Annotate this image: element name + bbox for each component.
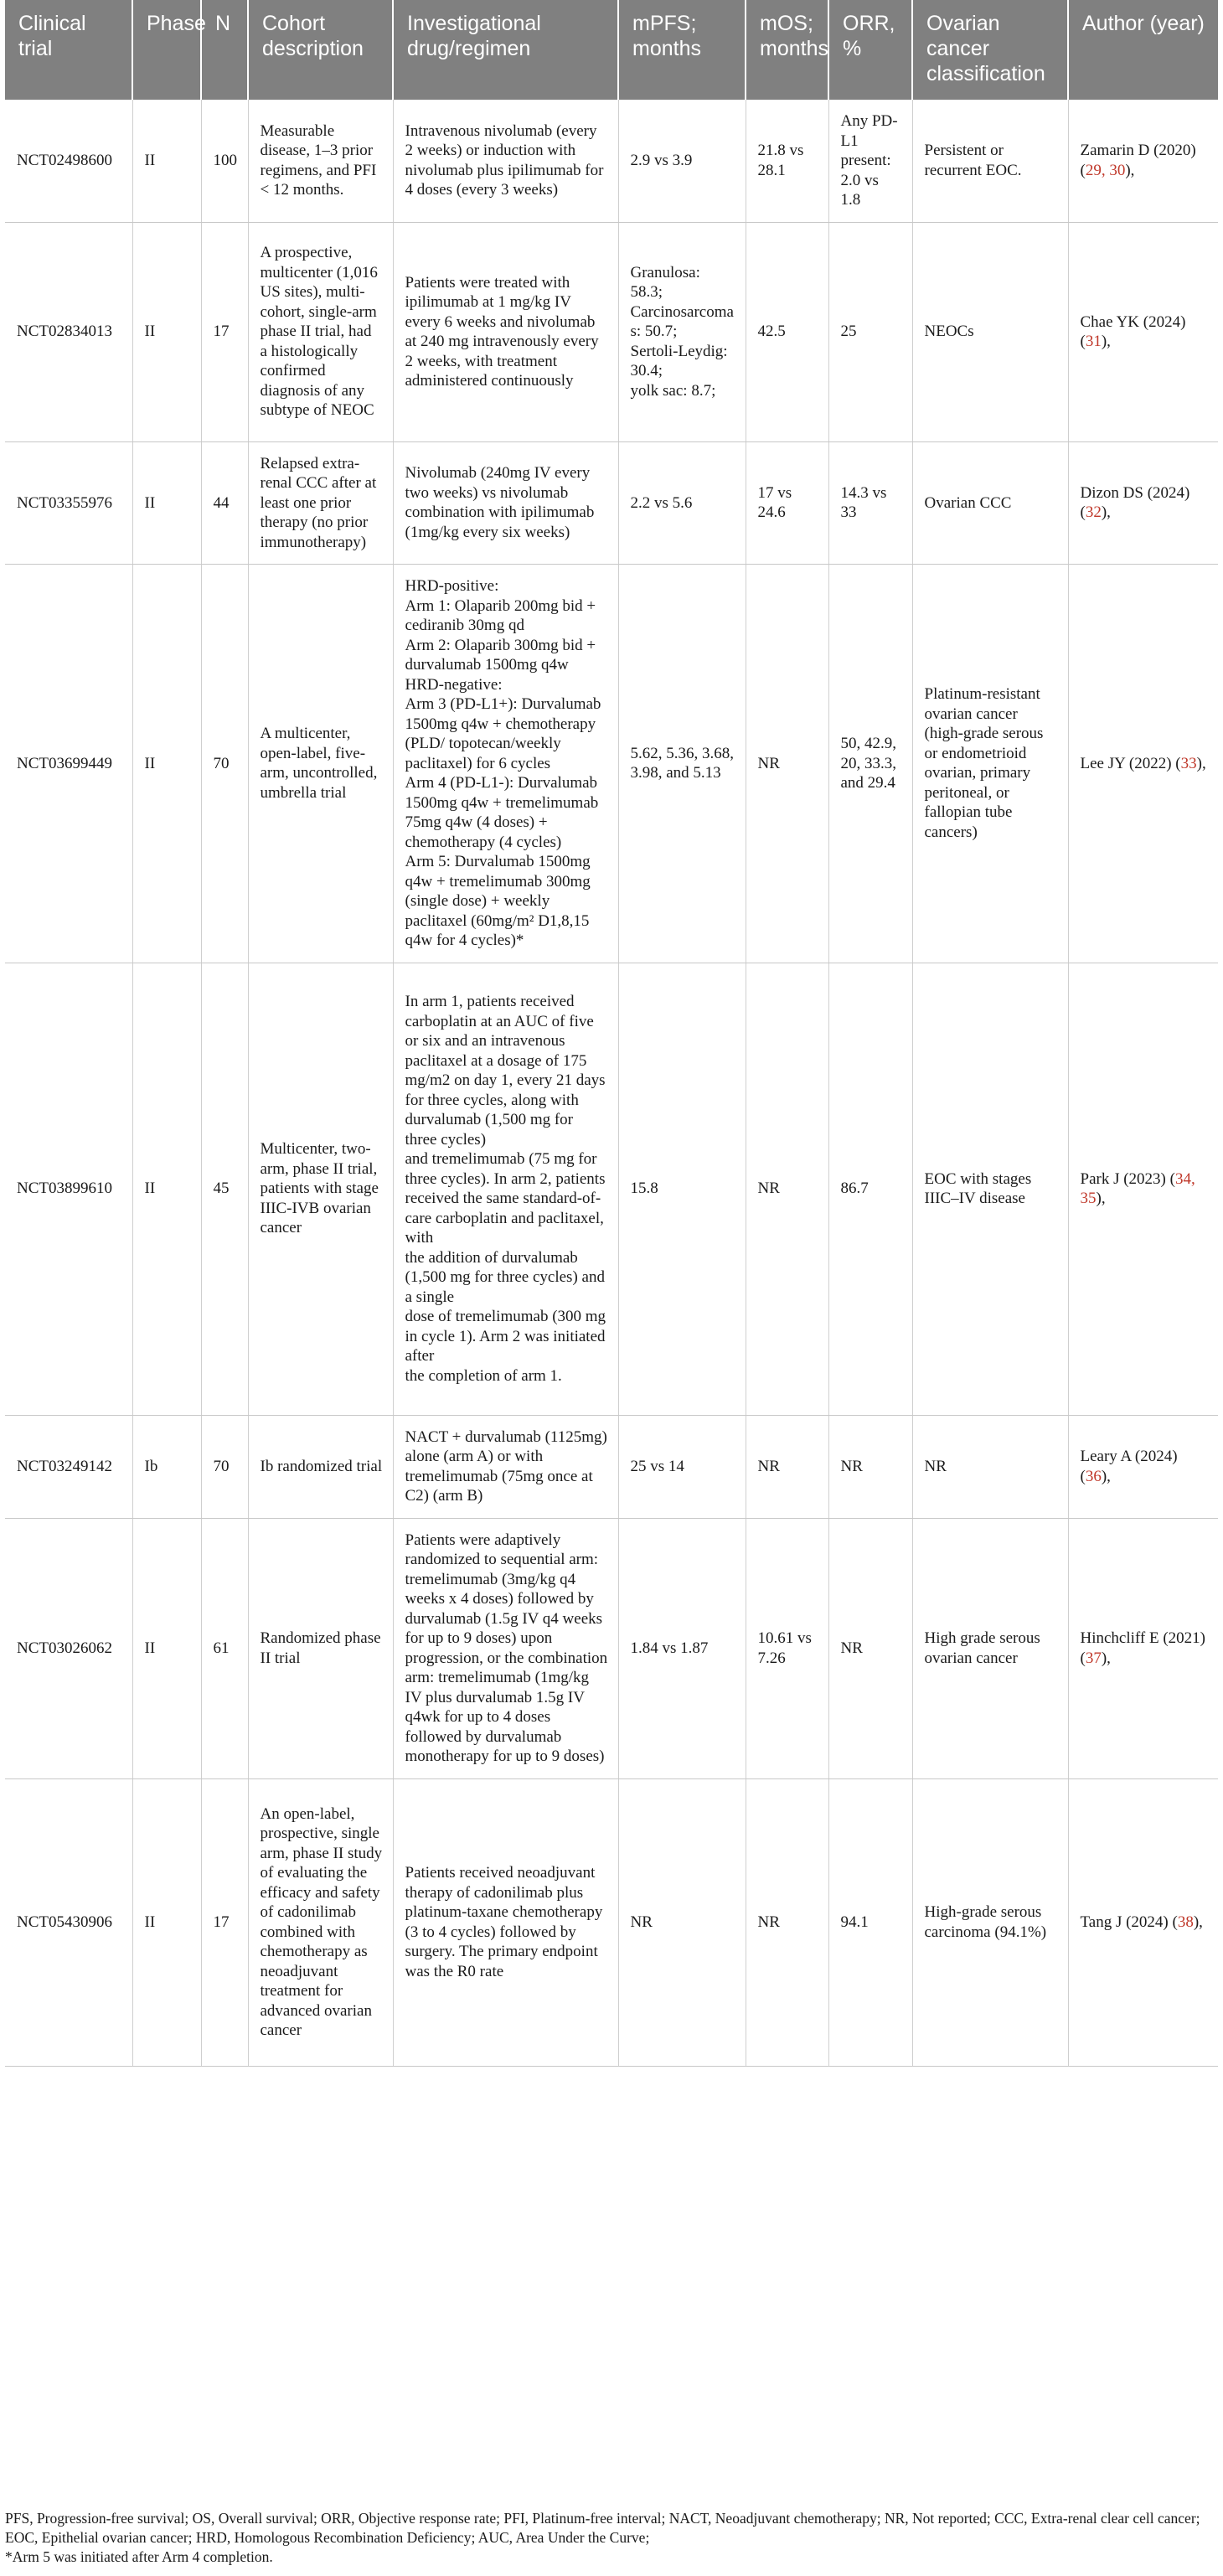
cell-mpfs: 25 vs 14 xyxy=(618,1415,746,1518)
cell-classification: Ovarian CCC xyxy=(912,441,1068,565)
table-row xyxy=(5,1518,1218,1778)
reference-link[interactable]: 36 xyxy=(1085,1467,1102,1485)
cell-regimen: Nivolumab (240mg IV every two weeks) vs nivolumab combination with ipilimumab (1mg/kg every six weeks) xyxy=(393,441,618,565)
author-suffix: ), xyxy=(1096,1190,1106,1207)
author-suffix: ), xyxy=(1196,754,1206,772)
author-suffix: ), xyxy=(1193,1913,1203,1931)
author-text: Dizon DS (2024) ( xyxy=(1080,483,1190,522)
cell-mpfs: 15.8 xyxy=(618,963,746,1415)
header-author-year: Author (year) xyxy=(1068,0,1218,100)
author-suffix: ), xyxy=(1101,333,1111,350)
cell-phase: II xyxy=(132,222,201,441)
cell-orr: NR xyxy=(828,1415,912,1518)
cell-mos: 10.61 vs 7.26 xyxy=(746,1518,828,1778)
cell-phase: II xyxy=(132,1778,201,2066)
table-row xyxy=(5,1778,1218,2066)
cell-mos: NR xyxy=(746,963,828,1415)
cell-author xyxy=(1068,565,1218,963)
cell-cohort: Ib randomized trial xyxy=(248,1415,393,1518)
header-classification: Ovarian cancer classification xyxy=(912,0,1068,100)
cell-cohort: Measurable disease, 1–3 prior regimens, and PFI < 12 months. xyxy=(248,100,393,222)
cell-mos: 21.8 vs 28.1 xyxy=(746,100,828,222)
cell-orr: 25 xyxy=(828,222,912,441)
cell-classification: NR xyxy=(912,1415,1068,1518)
cell-trial: NCT03026062 xyxy=(5,1518,132,1778)
arm5-note: *Arm 5 was initiated after Arm 4 completion. xyxy=(5,2548,273,2565)
author-text: Lee JY (2022) ( xyxy=(1080,754,1181,772)
cell-regimen: Patients received neoadjuvant therapy of cadonilimab plus platinum-taxane chemotherapy (3 to 4 cycles) followed by surgery. The primary endpoint was the R0 rate xyxy=(393,1778,618,2066)
cell-phase: II xyxy=(132,1518,201,1778)
cell-regimen: Patients were adaptively randomized to sequential arm: tremelimumab (3mg/kg q4 weeks x 4 doses) followed by durvalumab (1.5g IV q4 weeks for up to 9 doses) upon progression, or the combination arm: tremelimumab (1mg/kg IV plus durvalumab 1.5g IV q4wk for up to 4 doses followed by durvalumab monotherapy for up to 9 doses) xyxy=(393,1518,618,1778)
cell-classification: High grade serous ovarian cancer xyxy=(912,1518,1068,1778)
cell-cohort: Relapsed extra-renal CCC after at least one prior therapy (no prior immunotherapy) xyxy=(248,441,393,565)
header-regimen: Investigational drug/regimen xyxy=(393,0,618,100)
cell-n: 70 xyxy=(201,565,248,963)
author-suffix: ), xyxy=(1101,1649,1111,1667)
cell-n: 44 xyxy=(201,441,248,565)
cell-phase: II xyxy=(132,100,201,222)
cell-classification: Persistent or recurrent EOC. xyxy=(912,100,1068,222)
author-text: Park J (2023) ( xyxy=(1080,1169,1175,1188)
table-footnotes xyxy=(5,2509,1211,2567)
cell-classification: EOC with stages IIIC–IV disease xyxy=(912,963,1068,1415)
cell-classification: Platinum-resistant ovarian cancer (high-grade serous or endometrioid ovarian, primary peritoneal, or fallopian tube cancers) xyxy=(912,565,1068,963)
cell-phase: II xyxy=(132,963,201,1415)
reference-link[interactable]: 31 xyxy=(1085,333,1102,350)
cell-mos: NR xyxy=(746,565,828,963)
cell-orr: 50, 42.9, 20, 33.3, and 29.4 xyxy=(828,565,912,963)
header-mos: mOS; months xyxy=(746,0,828,100)
cell-n: 17 xyxy=(201,1778,248,2066)
cell-author xyxy=(1068,1518,1218,1778)
header-orr: ORR, % xyxy=(828,0,912,100)
cell-trial: NCT02834013 xyxy=(5,222,132,441)
cell-mpfs: 1.84 vs 1.87 xyxy=(618,1518,746,1778)
reference-link[interactable]: 33 xyxy=(1180,754,1197,772)
cell-phase: II xyxy=(132,565,201,963)
table-row xyxy=(5,963,1218,1415)
cell-orr: 94.1 xyxy=(828,1778,912,2066)
table-row xyxy=(5,441,1218,565)
cell-regimen: NACT + durvalumab (1125mg) alone (arm A) or with tremelimumab (75mg once at C2) (arm B) xyxy=(393,1415,618,1518)
author-text: Tang J (2024) ( xyxy=(1080,1913,1178,1931)
cell-author xyxy=(1068,1778,1218,2066)
cell-cohort: An open-label, prospective, single arm, phase II study of evaluating the efficacy and safety of cadonilimab combined with chemotherapy as neoadjuvant treatment for advanced ovarian cancer xyxy=(248,1778,393,2066)
cell-n: 61 xyxy=(201,1518,248,1778)
cell-cohort: A prospective, multicenter (1,016 US sites), multi-cohort, single-arm phase II trial, had a histologically confirmed diagnosis of any subtype of NEOC xyxy=(248,222,393,441)
cell-mpfs: Granulosa: 58.3; Carcinosarcomas: 50.7; Sertoli-Leydig: 30.4; yolk sac: 8.7; xyxy=(618,222,746,441)
cell-n: 17 xyxy=(201,222,248,441)
trials-table xyxy=(5,0,1218,2067)
cell-cohort: A multicenter, open-label, five-arm, uncontrolled, umbrella trial xyxy=(248,565,393,963)
cell-phase: Ib xyxy=(132,1415,201,1518)
table-header-row xyxy=(5,0,1218,100)
cell-regimen: HRD-positive: Arm 1: Olaparib 200mg bid + cediranib 30mg qd Arm 2: Olaparib 300mg bid + durvalumab 1500mg q4w HRD-negative: Arm 3 (PD-L1+): Durvalumab 1500mg q4w + chemotherapy (PLD/ topotecan/weekly paclitaxel) for 6 cycles Arm 4 (PD-L1-): Durvalumab 1500mg q4w + tremelimumab 75mg q4w (4 doses) + chemotherapy (4 cycles) Arm 5: Durvalumab 1500mg q4w + tremelimumab 300mg (single dose) + weekly paclitaxel (60mg/m² D1,8,15 q4w for 4 cycles)* xyxy=(393,565,618,963)
header-clinical-trial: Clinical trial xyxy=(5,0,132,100)
cell-n: 45 xyxy=(201,963,248,1415)
cell-mpfs: 2.9 vs 3.9 xyxy=(618,100,746,222)
cell-mpfs: 2.2 vs 5.6 xyxy=(618,441,746,565)
cell-mos: 42.5 xyxy=(746,222,828,441)
cell-trial: NCT03699449 xyxy=(5,565,132,963)
cell-trial: NCT05430906 xyxy=(5,1778,132,2066)
cell-orr: Any PD-L1 present: 2.0 vs 1.8 xyxy=(828,100,912,222)
cell-cohort: Randomized phase II trial xyxy=(248,1518,393,1778)
abbreviations-note: PFS, Progression-free survival; OS, Overall survival; ORR, Objective response rate; PFI, Platinum-free interval; NACT, Neoadjuvant chemotherapy; NR, Not reported; CCC, Extra-renal clear cell cancer; EOC, Epithelial ovarian cancer; HRD, Homologous Recombination Deficiency; AUC, Area Under the Curve; xyxy=(5,2510,1200,2546)
header-mpfs: mPFS; months xyxy=(618,0,746,100)
cell-trial: NCT03899610 xyxy=(5,963,132,1415)
cell-mpfs: NR xyxy=(618,1778,746,2066)
cell-mos: 17 vs 24.6 xyxy=(746,441,828,565)
cell-classification: NEOCs xyxy=(912,222,1068,441)
table-row xyxy=(5,100,1218,222)
table-row xyxy=(5,565,1218,963)
author-text: Zamarin D (2020) ( xyxy=(1080,142,1196,179)
cell-mpfs: 5.62, 5.36, 3.68, 3.98, and 5.13 xyxy=(618,565,746,963)
cell-author xyxy=(1068,1415,1218,1518)
cell-author xyxy=(1068,963,1218,1415)
cell-regimen: Patients were treated with ipilimumab at 1 mg/kg IV every 6 weeks and nivolumab at 240 mg intravenously every 2 weeks, with treatment administered continuously xyxy=(393,222,618,441)
cell-orr: 86.7 xyxy=(828,963,912,1415)
cell-mos: NR xyxy=(746,1415,828,1518)
cell-cohort: Multicenter, two-arm, phase II trial, patients with stage IIIC-IVB ovarian cancer xyxy=(248,963,393,1415)
reference-link[interactable]: 37 xyxy=(1085,1649,1102,1667)
header-phase: Phase xyxy=(132,0,201,100)
cell-orr: NR xyxy=(828,1518,912,1778)
author-suffix: ), xyxy=(1101,503,1111,522)
author-suffix: ), xyxy=(1101,1467,1111,1485)
cell-n: 100 xyxy=(201,100,248,222)
author-text: Hinchcliff E (2021) ( xyxy=(1080,1629,1205,1667)
reference-link[interactable]: 29, 30 xyxy=(1085,161,1126,179)
cell-mos: NR xyxy=(746,1778,828,2066)
cell-author xyxy=(1068,100,1218,222)
cell-author xyxy=(1068,441,1218,565)
reference-link[interactable]: 38 xyxy=(1177,1913,1194,1931)
header-n: N xyxy=(201,0,248,100)
cell-author xyxy=(1068,222,1218,441)
cell-regimen: Intravenous nivolumab (every 2 weeks) or induction with nivolumab plus ipilimumab for 4 doses (every 3 weeks) xyxy=(393,100,618,222)
cell-trial: NCT03249142 xyxy=(5,1415,132,1518)
author-text: Chae YK (2024) ( xyxy=(1080,312,1186,350)
reference-link[interactable]: 32 xyxy=(1085,503,1102,522)
author-text: Leary A (2024) ( xyxy=(1080,1448,1178,1485)
cell-n: 70 xyxy=(201,1415,248,1518)
table-row xyxy=(5,222,1218,441)
cell-classification: High-grade serous carcinoma (94.1%) xyxy=(912,1778,1068,2066)
author-suffix: ), xyxy=(1125,161,1135,179)
header-cohort-description: Cohort description xyxy=(248,0,393,100)
cell-trial: NCT03355976 xyxy=(5,441,132,565)
cell-phase: II xyxy=(132,441,201,565)
table-row xyxy=(5,1415,1218,1518)
reference-link[interactable]: 34, 35 xyxy=(1080,1169,1195,1207)
cell-orr: 14.3 vs 33 xyxy=(828,441,912,565)
cell-regimen: In arm 1, patients received carboplatin at an AUC of five or six and an intravenous paclitaxel at a dosage of 175 mg/m2 on day 1, every 21 days for three cycles, along with durvalumab (1,500 mg for three cycles) and tremelimumab (75 mg for three cycles). In arm 2, patients received the same standard-of-care carboplatin and paclitaxel, with the addition of durvalumab (1,500 mg for three cycles) and a single dose of tremelimumab (300 mg in cycle 1). Arm 2 was initiated after the completion of arm 1. xyxy=(393,963,618,1415)
cell-trial: NCT02498600 xyxy=(5,100,132,222)
